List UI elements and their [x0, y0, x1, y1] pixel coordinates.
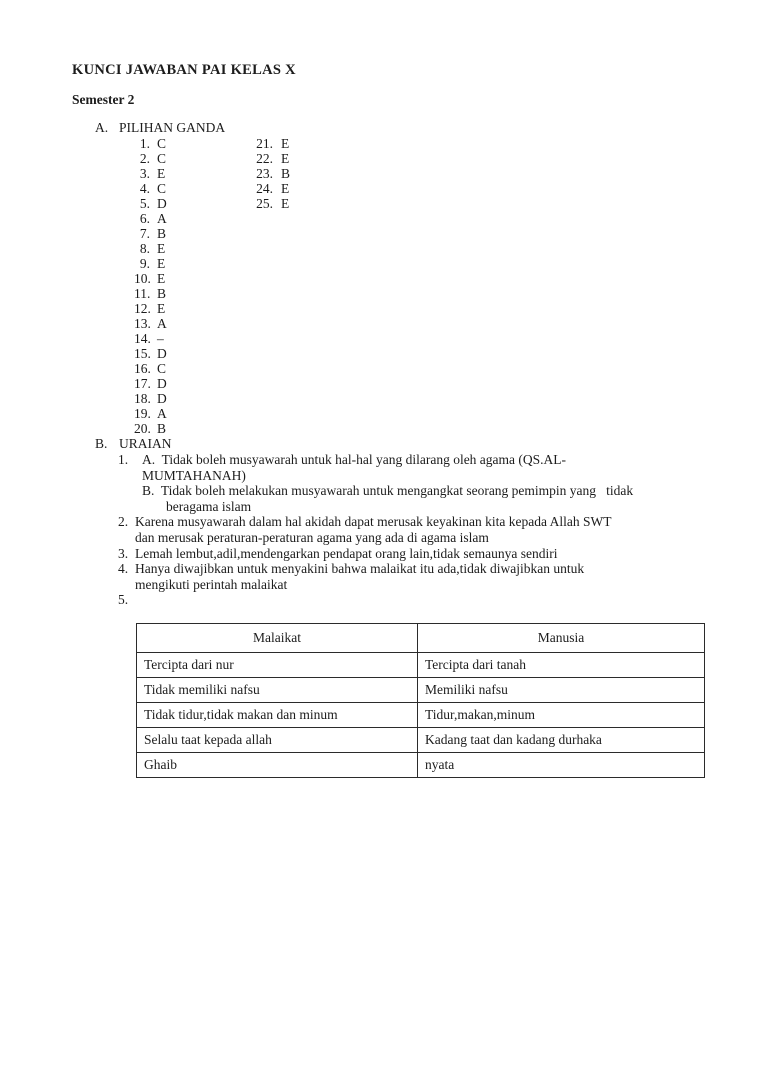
essay-line: A. Tidak boleh musyawarah untuk hal-hal yang dilarang oleh agama (QS.AL- — [142, 452, 567, 467]
table-cell: Kadang taat dan kadang durhaka — [418, 727, 705, 752]
mc-question-number: 13. — [134, 316, 151, 331]
essay-line: B. Tidak boleh melakukan musyawarah untuk mengangkat seorang pemimpin yang tidak — [142, 483, 634, 499]
mc-answer-row — [134, 346, 768, 361]
mc-question-number: 4. — [139, 181, 150, 196]
mc-answer-letter: – — [157, 331, 164, 346]
table-cell: Tercipta dari nur — [137, 652, 418, 677]
table-row — [137, 752, 705, 777]
mc-answer-letter: E — [157, 256, 166, 271]
mc-question-number: 25. — [256, 196, 273, 211]
table-cell: Ghaib — [137, 752, 418, 777]
mc-answer-row — [134, 226, 768, 241]
mc-answer-row — [134, 166, 768, 181]
mc-answer-row — [134, 271, 768, 286]
mc-question-number: 19. — [134, 406, 151, 421]
essay-item-content — [135, 561, 768, 592]
essay-item — [118, 452, 768, 514]
mc-answer-row — [134, 211, 768, 226]
document-subtitle: Semester 2 — [72, 92, 135, 107]
essay-line: mengikuti perintah malaikat — [135, 576, 288, 592]
essay-item — [118, 546, 768, 562]
essay-item — [118, 514, 768, 545]
table-cell: Tidur,makan,minum — [418, 702, 705, 727]
essay-item-number: 2. — [118, 514, 129, 530]
essay-line: dan merusak peraturan-peraturan agama yang ada di agama islam — [135, 529, 489, 545]
table-cell: Selalu taat kepada allah — [137, 727, 418, 752]
mc-answer-letter: A — [157, 211, 167, 226]
mc-question-number: 12. — [134, 301, 151, 316]
section-a-label: A. — [95, 120, 109, 135]
mc-answer-row — [134, 151, 768, 166]
table-cell: Tidak memiliki nafsu — [137, 677, 418, 702]
mc-answer-letter: D — [157, 196, 167, 211]
section-b-heading — [95, 436, 768, 451]
document-page — [0, 62, 768, 1086]
mc-question-number: 2. — [139, 151, 150, 166]
section-b-title: URAIAN — [119, 436, 172, 451]
mc-answer-row — [134, 181, 768, 196]
essay-item — [118, 592, 768, 608]
essay-line: beragama islam — [166, 498, 252, 514]
mc-answer-letter: E — [281, 181, 290, 196]
mc-question-number: 9. — [139, 256, 150, 271]
section-b-label: B. — [95, 436, 108, 451]
multiple-choice-answer-list — [134, 136, 768, 436]
mc-question-number: 14. — [134, 331, 151, 346]
table-cell: Memiliki nafsu — [418, 677, 705, 702]
table-header-row — [137, 623, 705, 652]
table-row — [137, 677, 705, 702]
mc-answer-letter: E — [281, 196, 290, 211]
mc-answer-letter: B — [281, 166, 291, 181]
essay-item-content — [142, 452, 768, 514]
mc-question-number: 11. — [134, 286, 151, 301]
essay-item-content — [135, 546, 768, 562]
mc-question-number: 24. — [256, 181, 273, 196]
mc-answer-letter: D — [157, 391, 167, 406]
mc-question-number: 10. — [134, 271, 151, 286]
mc-answer-letter: E — [157, 166, 166, 181]
mc-question-number: 17. — [134, 376, 151, 391]
mc-answer-row — [134, 241, 768, 256]
essay-item — [118, 561, 768, 592]
section-a-title: PILIHAN GANDA — [119, 120, 226, 135]
table-header-malaikat: Malaikat — [137, 623, 418, 652]
mc-question-number: 15. — [134, 346, 151, 361]
essay-line: Karena musyawarah dalam hal akidah dapat merusak keyakinan kita kepada Allah SWT — [135, 514, 612, 530]
mc-answer-letter: C — [157, 181, 167, 196]
mc-answer-row — [134, 376, 768, 391]
document-title: KUNCI JAWABAN PAI KELAS X — [72, 62, 296, 78]
mc-answer-row — [134, 316, 768, 331]
table-cell: nyata — [418, 752, 705, 777]
essay-line: Hanya diwajibkan untuk menyakini bahwa malaikat itu ada,tidak diwajibkan untuk — [135, 561, 585, 577]
mc-answer-row — [134, 136, 768, 151]
table-cell: Tercipta dari tanah — [418, 652, 705, 677]
mc-answer-letter: C — [157, 151, 167, 166]
mc-answer-letter: E — [157, 271, 166, 286]
mc-answer-letter: A — [157, 316, 167, 331]
mc-answer-row — [134, 406, 768, 421]
essay-item-number: 3. — [118, 545, 129, 561]
mc-answer-row — [134, 331, 768, 346]
essay-line: MUMTAHANAH) — [142, 467, 246, 483]
mc-question-number: 6. — [139, 211, 150, 226]
essay-line: Lemah lembut,adil,mendengarkan pendapat orang lain,tidak semaunya sendiri — [135, 545, 558, 561]
mc-answer-letter: B — [157, 286, 167, 301]
mc-answer-letter: E — [157, 301, 166, 316]
mc-answer-letter: B — [157, 226, 167, 241]
mc-question-number: 8. — [139, 241, 150, 256]
mc-answer-row — [134, 286, 768, 301]
mc-answer-letter: C — [157, 136, 167, 151]
essay-item-content — [135, 592, 768, 608]
mc-answer-letter: C — [157, 361, 167, 376]
mc-answer-row — [134, 256, 768, 271]
essay-item-number: 5. — [118, 592, 129, 608]
mc-answer-letter: D — [157, 376, 167, 391]
mc-answer-letter: B — [157, 421, 167, 436]
essay-item-number: 1. — [118, 452, 129, 467]
mc-question-number: 16. — [134, 361, 151, 376]
mc-question-number: 7. — [139, 226, 150, 241]
mc-question-number: 3. — [139, 166, 150, 181]
mc-answer-letter: E — [281, 151, 290, 166]
mc-question-number: 20. — [134, 421, 151, 436]
essay-item-number: 4. — [118, 561, 129, 577]
table-header-manusia: Manusia — [418, 623, 705, 652]
mc-question-number: 1. — [139, 136, 150, 151]
mc-answer-row — [134, 196, 768, 211]
mc-question-number: 18. — [134, 391, 151, 406]
mc-answer-letter: E — [281, 136, 290, 151]
mc-answer-letter: D — [157, 346, 167, 361]
comparison-table — [136, 623, 705, 778]
mc-answer-row — [134, 361, 768, 376]
table-row — [137, 652, 705, 677]
mc-answer-row — [134, 301, 768, 316]
essay-item-content — [135, 514, 768, 545]
mc-question-number: 5. — [139, 196, 150, 211]
essay-answer-list — [118, 452, 768, 608]
table-row — [137, 727, 705, 752]
mc-answer-row — [134, 421, 768, 436]
table-row — [137, 702, 705, 727]
section-a-heading — [95, 120, 768, 135]
table-cell: Tidak tidur,tidak makan dan minum — [137, 702, 418, 727]
mc-answer-letter: E — [157, 241, 166, 256]
mc-question-number: 22. — [256, 151, 273, 166]
mc-answer-letter: A — [157, 406, 167, 421]
mc-question-number: 23. — [256, 166, 273, 181]
mc-question-number: 21. — [256, 136, 273, 151]
mc-answer-row — [134, 391, 768, 406]
